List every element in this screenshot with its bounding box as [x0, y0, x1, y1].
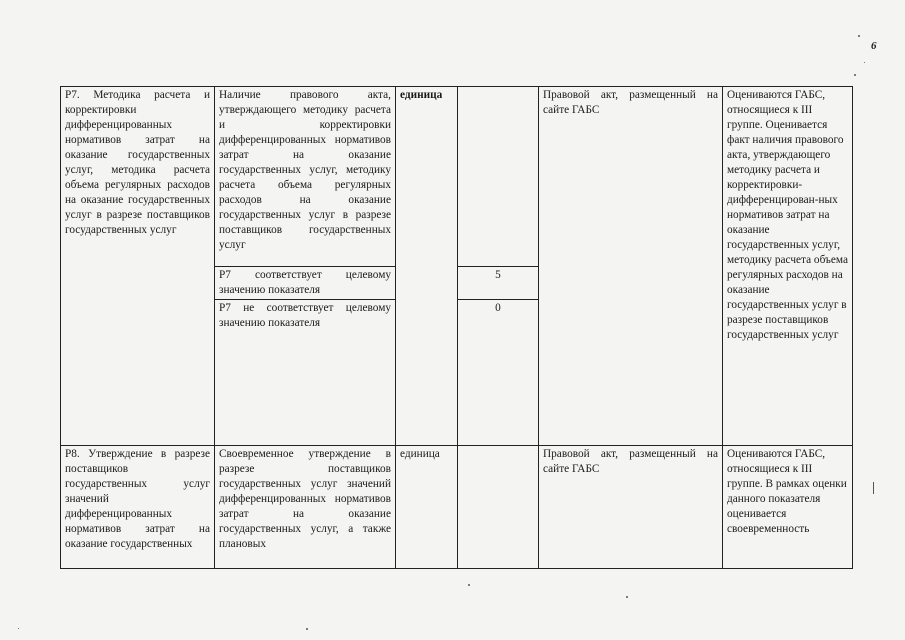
score-cell [458, 267, 539, 300]
criterion-text: Р7 не соответствует целевому значению показателя [219, 302, 391, 329]
indicator-cell [61, 87, 215, 446]
unit-text: единица [400, 89, 443, 101]
score-text: 5 [495, 269, 501, 281]
table-row [61, 87, 853, 267]
page-number: 6 [871, 40, 877, 52]
score-cell [458, 300, 539, 446]
comment-cell [723, 446, 853, 569]
indicator-cell [61, 446, 215, 569]
score-text: 0 [495, 302, 501, 314]
source-text: Правовой акт, размещенный на сайте ГАБС [543, 448, 718, 475]
score-cell [458, 87, 539, 267]
indicator-text: Р7. Методика расчета и корректировки дифференцированных нормативов затрат на оказание государственных услуг, методика расчета объема регулярных расходов на оказание государственных услуг в разрезе поставщиков государственных услуг [65, 89, 210, 236]
unit-cell [396, 446, 458, 569]
criterion-cell [215, 300, 396, 446]
criterion-text: Своевременное утверждение в разрезе поставщиков государственных услуг значений дифференцированных нормативов затрат на оказание государственных услуг, а также плановых [219, 448, 391, 550]
source-cell [539, 446, 723, 569]
comment-text: Оцениваются ГАБС, относящиеся к III группе. В рамках оценки данного показателя оценивается своевременность [727, 448, 847, 535]
score-cell [458, 446, 539, 569]
criterion-text: Наличие правового акта, утверждающего методику расчета и корректировки дифференцированных нормативов затрат на оказание государственных услуг, методику расчета объема регулярных расходов на оказание государственных услуг в разрезе поставщиков государственных услуг [219, 89, 391, 251]
criterion-cell [215, 446, 396, 569]
criterion-text: Р7 соответствует целевому значению показателя [219, 269, 391, 296]
indicators-table [60, 86, 853, 569]
indicator-text: Р8. Утверждение в разрезе поставщиков государственных услуг значений дифференцированных нормативов затрат на оказание государственных [65, 448, 210, 550]
comment-text: Оцениваются ГАБС, относящиеся к III группе. Оценивается факт наличия правового акта, утверждающего методику расчета и корректировки-дифференцирован-ных нормативов затрат на оказание государственных услуг, методику расчета объема регулярных расходов на оказание государственных услуг в разрезе поставщиков государственных услуг [727, 89, 848, 341]
source-text: Правовой акт, размещенный на сайте ГАБС [543, 89, 718, 116]
criterion-cell [215, 267, 396, 300]
table-row [61, 446, 853, 569]
source-cell [539, 87, 723, 446]
unit-text: единица [400, 448, 440, 460]
unit-cell [396, 87, 458, 446]
criterion-cell [215, 87, 396, 267]
comment-cell [723, 87, 853, 446]
